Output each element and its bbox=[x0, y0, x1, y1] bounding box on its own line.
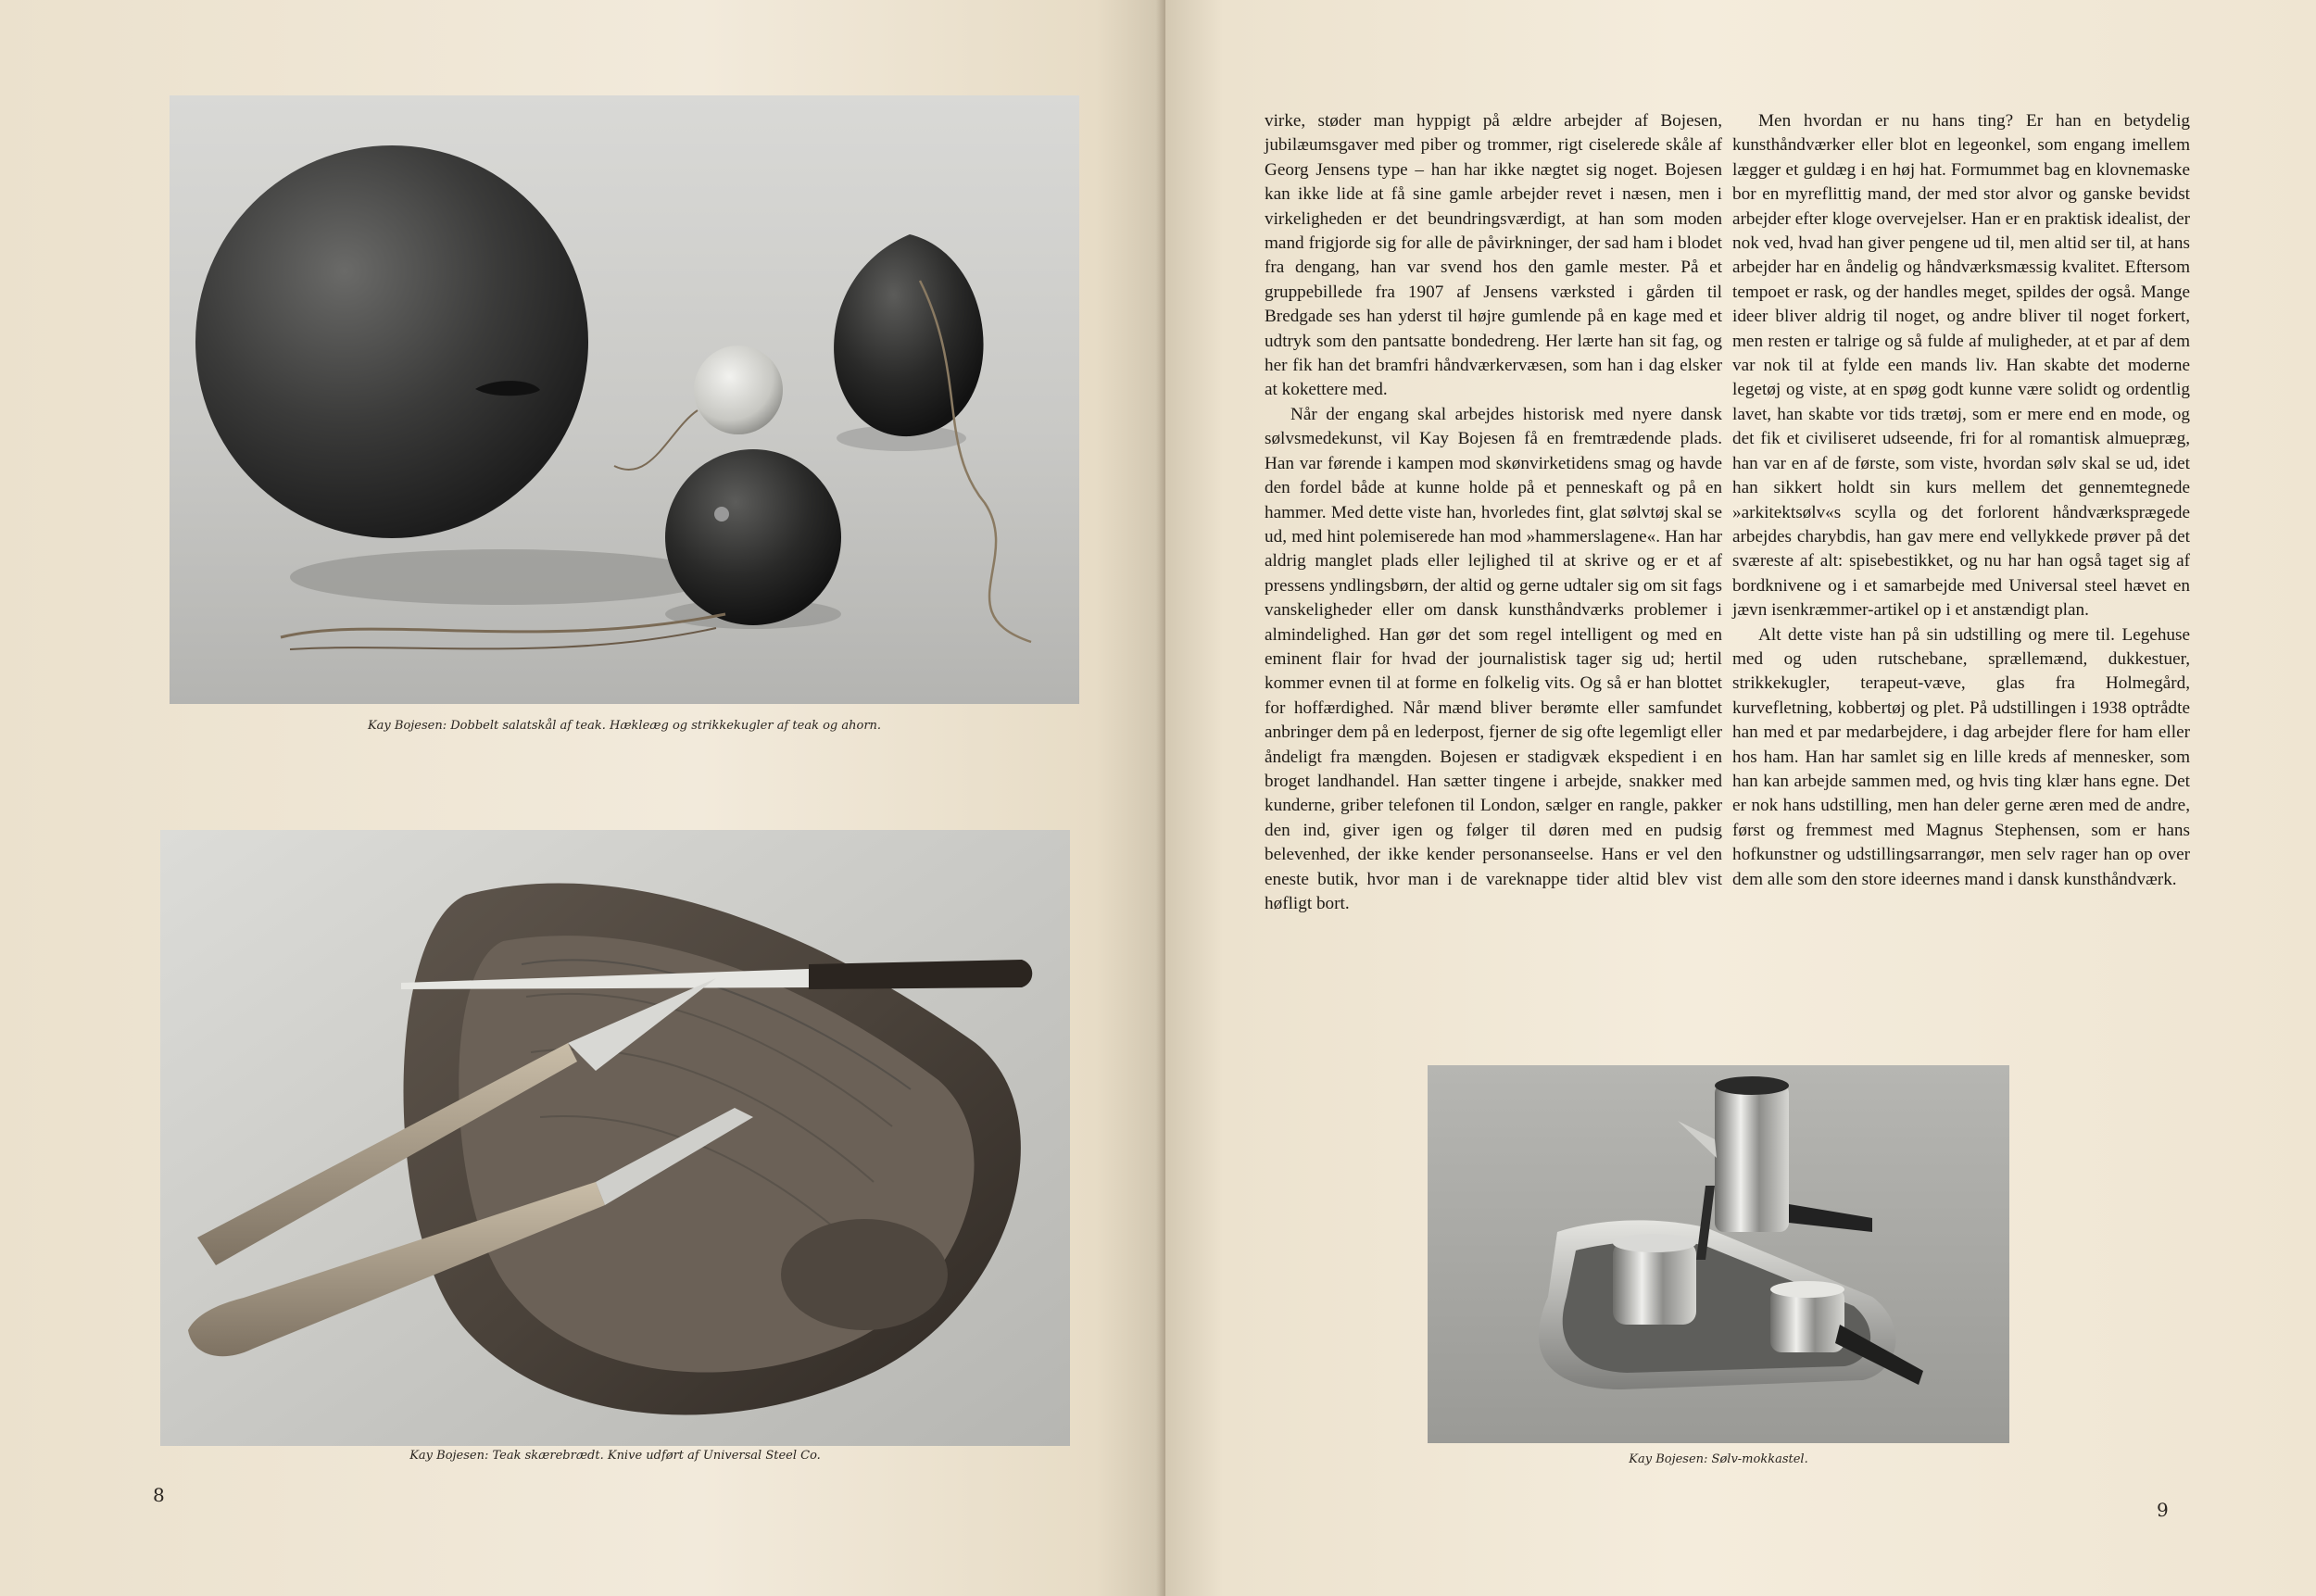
col2-paragraph-2: Alt dette viste han på sin udstilling og mere til. Legehuse med og uden rutschebane, sprællemænd, dukkestuer, strikkekugler, terapeut-væve, glas fra Holmegård, kurvefletning, kobbertøj og plet. På udstillingen i 1938 optrådte han med et par medarbejdere, i dag arbejder flere for ham eller hos ham. Han har samlet sig en lille kreds af mennesker, som han kan arbejde sammen med, og hvis ting klær hans egne. Det er nok hans udstilling, men han deler gerne æren med de andre, først og fremmest med Magnus Stephensen, som er hans hofkunstner og udstillingsarrangør, men selv rager han op over dem alle som den store ideernes mand i dansk kunsthåndværk. bbox=[1732, 624, 2190, 889]
col2-paragraph-1: Men hvordan er nu hans ting? Er han en betydelig kunsthåndværker eller blot en legeonkel, som engang imellem lægger et guldæg i en høj hat. Formummet bag en klovnemaske bor en myreflittig mand, der med stor alvor og ganske bevidst arbejder efter kloge overvejelser. Han er en praktisk idealist, der nok ved, hvad han giver pengene ud til, men altid ser til, at hans arbejder har en åndelig og håndværksmæssig kvalitet. Eftersom tempoet er rask, og der handles meget, spildes der også. Mange ideer bliver aldrig til noget, og andre bliver til noget forkert, men resten er talrige og så fulde af muligheder, at et par af dem var nok til at fylde een mands liv. Han skabte det moderne legetøj og viste, at en spøg godt kunne være solidt og ordentlig lavet, han skabte vor tids trætøj, som er mere end en mode, og det fik et civiliseret udseende, fri for al romantisk almuepræg, han var en af de første, som viste, hvordan sølv skal se ud, idet han sikkert holdt sin kurs mellem det gennemtegnede »arkitektsølv«s scylla og det forlorent håndværksprægede arbejdes charybdis, han gav mere end vellykkede prøver på det sværeste af alt: spisebestikket, og nu har han også taget sig af bordknivene og i et samarbejde med Universal steel hævet en jævn isenkræmmer-artikel op i et anstændigt plan. bbox=[1732, 111, 2190, 621]
photo-cutting-board-knives bbox=[160, 830, 1070, 1446]
page-number-left: 8 bbox=[153, 1484, 165, 1506]
page-number-right: 9 bbox=[2157, 1499, 2169, 1521]
photo-silver-mocha-set bbox=[1428, 1065, 2009, 1443]
photo1-caption: Kay Bojesen: Dobbelt salatskål af teak. Hækleæg og strikkekugler af teak og ahorn. bbox=[367, 719, 882, 733]
photo2-caption: Kay Bojesen: Teak skærebrædt. Knive udført af Universal Steel Co. bbox=[409, 1449, 821, 1463]
text-column-2 bbox=[1732, 109, 2190, 892]
photo3-caption: Kay Bojesen: Sølv-mokkastel. bbox=[1629, 1452, 1808, 1466]
photo-salad-bowl-balls bbox=[170, 95, 1079, 704]
right-page bbox=[1165, 0, 2316, 1596]
col1-paragraph-1: virke, støder man hyppigt på ældre arbejder af Bojesen, jubilæumsgaver med piber og trommer, rigt ciselerede skåle af Georg Jensens type – han har ikke nægtet sig noget. Bojesen kan ikke lide at få sine gamle arbejder revet i næsen, men i virkeligheden er det beundringsværdigt, at han som moden mand frigjorde sig for alle de påvirkninger, der sad ham i blodet fra dengang, han var svend hos den gamle mester. På et gruppebillede fra 1907 af Jensens værksted i gården til Bredgade ses han yderst til højre gumlende på en kage med et udtryk som den pantsatte bondedreng. Her lærte han sit fag, og her fik han det bramfri håndværkervæsen, som han i dag elsker at kokettere med. bbox=[1265, 111, 1722, 400]
col1-paragraph-2: Når der engang skal arbejdes historisk med nyere dansk sølvsmedekunst, vil Kay Bojesen få en fremtrædende plads. Han var førende i kampen mod skønvirketidens smag og havde den fordel både at kunne holde på et penneskaft og på en hammer. Med dette viste han, hvorledes fint, glat sølvtøj skal se ud, med hint polemiserede han mod »hammerslagene«. Han har aldrig manglet plads eller lejlighed til at skrive og er et af pressens yndlingsbørn, der altid og gerne udtaler sig om sit fags vanskeligheder eller om dansk kunsthåndværks problemer i almindelighed. Han gør det som regel intelligent og med en eminent flair for hvad der journalistisk tager sig ud; hertil kommer evnen til at forme en folkelig vits. Og så er han blottet for hoffærdighed. Når mænd bliver berømte eller samfundet anbringer dem på en lederpost, fjerner de sig ofte legemligt eller åndeligt fra mængden. Bojesen er stadigvæk ekspedient i en broget landhandel. Han sætter tingene i arbejde, snakker med kunderne, griber telefonen til London, sælger en rangle, pakker den ind, giver igen og følger til døren med en pudsig belevenhed, der ikke kender personanseelse. Hans er vel den eneste butik, hvor man i de vareknappe tider altid blev vist høfligt bort. bbox=[1265, 404, 1722, 913]
text-column-1 bbox=[1265, 109, 1722, 916]
